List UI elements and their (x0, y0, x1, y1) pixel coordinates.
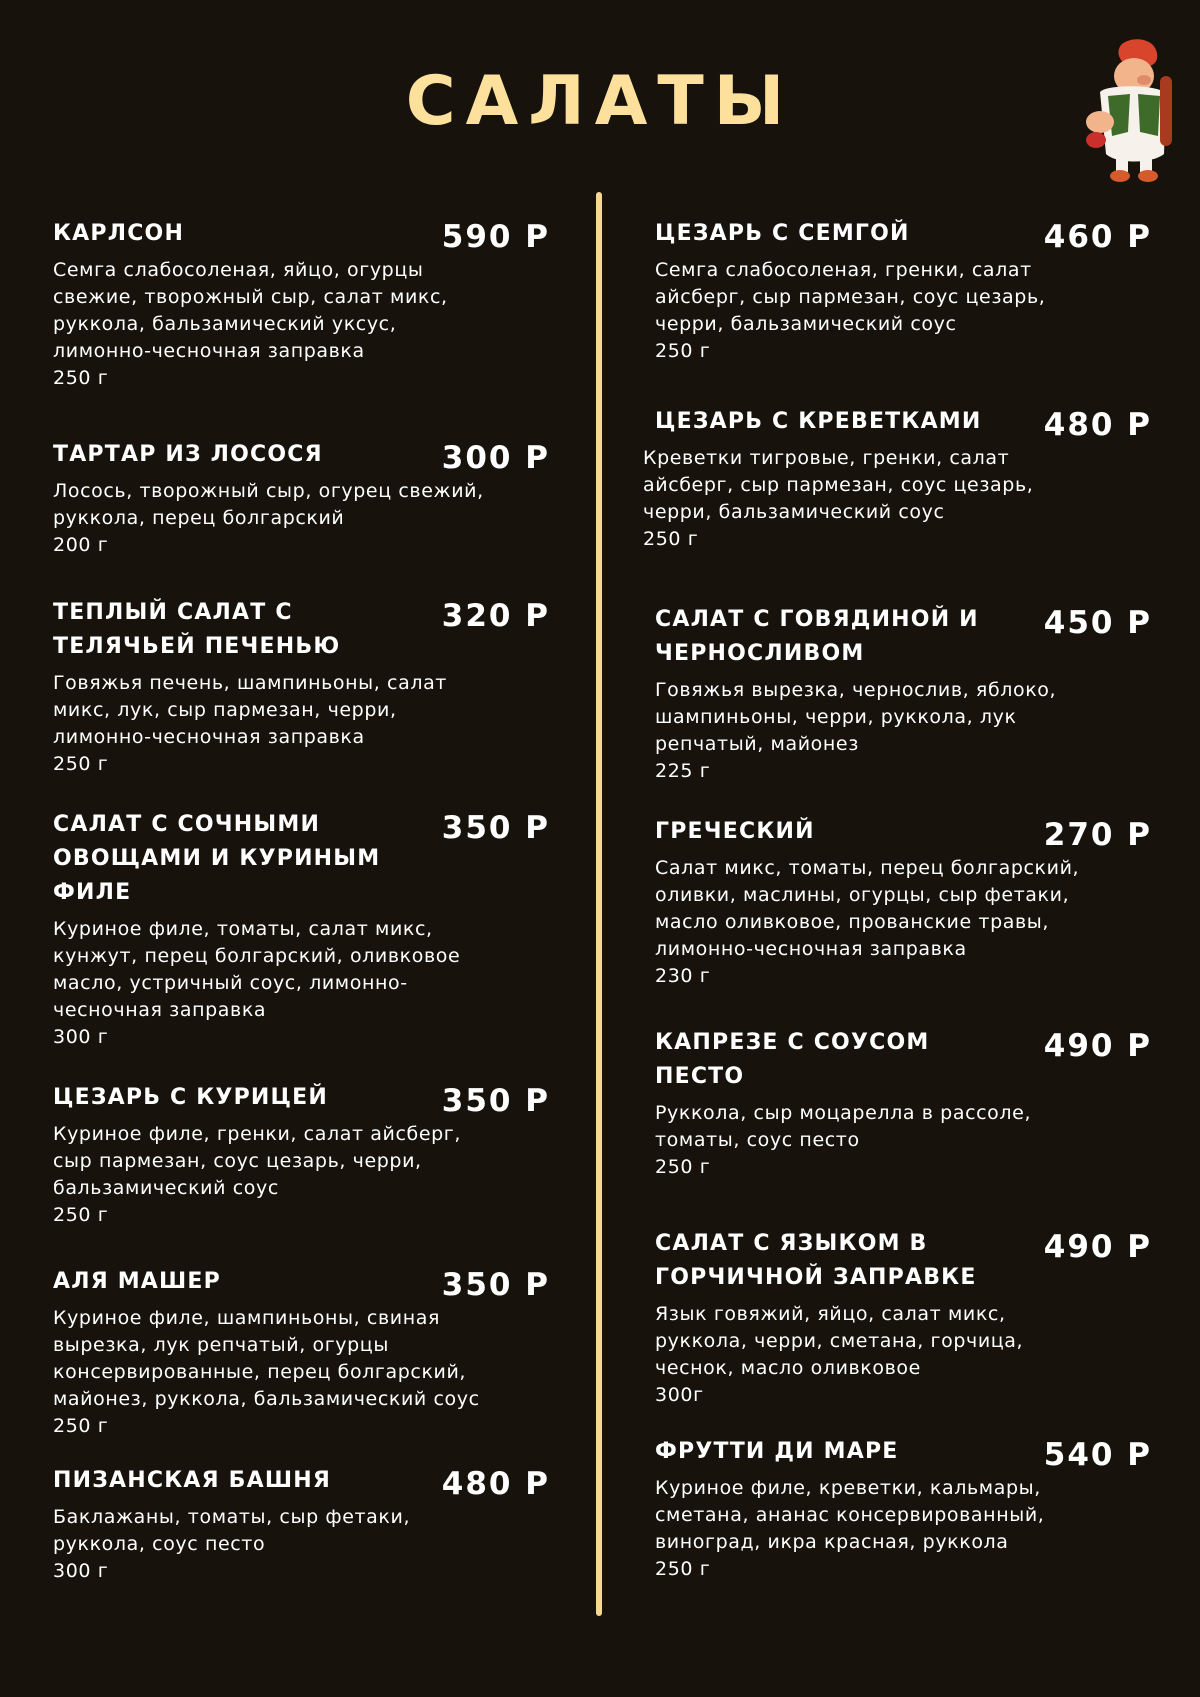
menu-item-name: ЦЕЗАРЬ С КРЕВЕТКАМИ (655, 409, 982, 434)
menu-item-price: 350 Р (441, 810, 550, 846)
menu-item-name: АЛЯ МАШЕР (53, 1269, 221, 1294)
menu-item-description: Говяжья вырезка, чернослив, яблоко, шампиньоны, черри, руккола, лук репчатый, майонез (655, 679, 1057, 755)
menu-item-weight: 300 г (53, 1560, 109, 1582)
menu-item-name: САЛАТ С ГОВЯДИНОЙ И ЧЕРНОСЛИВОМ (655, 607, 979, 666)
menu-item-description: Куриное филе, гренки, салат айсберг, сыр пармезан, соус цезарь, черри, бальзамический соус (53, 1123, 461, 1199)
menu-item-name: ФРУТТИ ДИ МАРЕ (655, 1439, 899, 1464)
menu-item-description: Говяжья печень, шампиньоны, салат микс, лук, сыр пармезан, черри, лимонно-чесночная заправка (53, 672, 447, 748)
menu-item-name: САЛАТ С СОЧНЫМИ ОВОЩАМИ И КУРИНЫМ ФИЛЕ (53, 812, 381, 905)
page-title: САЛАТЫ (405, 62, 795, 141)
menu-item-description: Язык говяжий, яйцо, салат микс, руккола, черри, сметана, горчица, чеснок, масло оливковое (655, 1303, 1024, 1379)
menu-item-price: 350 Р (441, 1083, 550, 1119)
menu-item-price: 320 Р (441, 598, 550, 634)
menu-item-weight: 250 г (53, 1204, 109, 1226)
menu-item-name: КАПРЕЗЕ С СОУСОМ ПЕСТО (655, 1030, 930, 1089)
menu-item (53, 596, 550, 778)
menu-item-description: Семга слабосоленая, яйцо, огурцы свежие, творожный сыр, салат микс, руккола, бальзамический уксус, лимонно-чесночная заправка (53, 259, 448, 362)
menu-item-description: Семга слабосоленая, гренки, салат айсберг, сыр пармезан, соус цезарь, черри, бальзамический соус (655, 259, 1046, 335)
menu-item-weight: 250 г (53, 1415, 109, 1437)
menu-item-name: ГРЕЧЕСКИЙ (655, 819, 815, 844)
menu-item-name: ТАРТАР ИЗ ЛОСОСЯ (53, 442, 323, 467)
menu-item-price: 480 Р (1043, 407, 1152, 443)
menu-item-name: ТЕПЛЫЙ САЛАТ С ТЕЛЯЧЬЕЙ ПЕЧЕНЬЮ (53, 600, 341, 659)
menu-item (655, 1026, 1152, 1181)
menu-item-price: 270 Р (1043, 817, 1152, 853)
menu-item-description: Лосось, творожный сыр, огурец свежий, руккола, перец болгарский (53, 480, 484, 529)
menu-item-price: 490 Р (1043, 1028, 1152, 1064)
menu-item-price: 450 Р (1043, 605, 1152, 641)
menu-item-weight: 250 г (655, 1156, 711, 1178)
menu-item-description: Креветки тигровые, гренки, салат айсберг, сыр пармезан, соус цезарь, черри, бальзамический соус (643, 447, 1034, 523)
menu-item (655, 1227, 1152, 1409)
menu-item-name: ПИЗАНСКАЯ БАШНЯ (53, 1468, 331, 1493)
menu-item-weight: 230 г (655, 965, 711, 987)
menu-item (655, 815, 1152, 990)
menu-item-weight: 200 г (53, 534, 109, 556)
menu-item-name: САЛАТ С ЯЗЫКОМ В ГОРЧИЧНОЙ ЗАПРАВКЕ (655, 1231, 977, 1290)
menu-item-description: Руккола, сыр моцарелла в рассоле, томаты, соус песто (655, 1102, 1032, 1151)
menu-item-weight: 250 г (53, 367, 109, 389)
menu-item-weight: 250 г (643, 528, 699, 550)
menu-item (53, 1265, 550, 1440)
menu-item-description: Куриное филе, томаты, салат микс, кунжут, перец болгарский, оливковое масло, устричный соус, лимонно- чесночная заправка (53, 918, 461, 1021)
menu-item (655, 1435, 1152, 1583)
menu-item-price: 490 Р (1043, 1229, 1152, 1265)
menu-item-description: Салат микс, томаты, перец болгарский, оливки, маслины, огурцы, сыр фетаки, масло оливковое, прованские травы, лимонно-чесночная заправка (655, 857, 1080, 960)
menu-item (643, 405, 1152, 553)
menu-item-weight: 250 г (655, 340, 711, 362)
menu-item (53, 808, 550, 1051)
menu-item (53, 438, 550, 559)
menu-item (53, 1081, 550, 1229)
menu-item-price: 480 Р (441, 1466, 550, 1502)
menu-item-price: 590 Р (441, 219, 550, 255)
menu-item-weight: 225 г (655, 760, 711, 782)
menu-item-description: Куриное филе, креветки, кальмары, сметана, ананас консервированный, виноград, икра красная, руккола (655, 1477, 1045, 1553)
menu-item-price: 540 Р (1043, 1437, 1152, 1473)
menu-item-price: 300 Р (441, 440, 550, 476)
column-divider (596, 192, 602, 1616)
menu-item-weight: 250 г (655, 1558, 711, 1580)
menu-item-weight: 300г (655, 1384, 704, 1406)
menu-item-description: Куриное филе, шампиньоны, свиная вырезка, лук репчатый, огурцы консервированные, перец болгарский, майонез, руккола, бальзамический соус (53, 1307, 480, 1410)
menu-item-description: Баклажаны, томаты, сыр фетаки, руккола, соус песто (53, 1506, 411, 1555)
menu-item (53, 217, 550, 392)
menu-item-name: ЦЕЗАРЬ С СЕМГОЙ (655, 221, 910, 246)
menu-item (655, 217, 1152, 365)
menu-item-weight: 300 г (53, 1026, 109, 1048)
menu-item-price: 350 Р (441, 1267, 550, 1303)
menu-item-weight: 250 г (53, 753, 109, 775)
menu-item-name: ЦЕЗАРЬ С КУРИЦЕЙ (53, 1085, 328, 1110)
menu-item-price: 460 Р (1043, 219, 1152, 255)
menu-item (655, 603, 1152, 785)
menu-item-name: КАРЛСОН (53, 221, 185, 246)
chef-mascot-icon (1060, 36, 1178, 184)
menu-item (53, 1464, 550, 1585)
